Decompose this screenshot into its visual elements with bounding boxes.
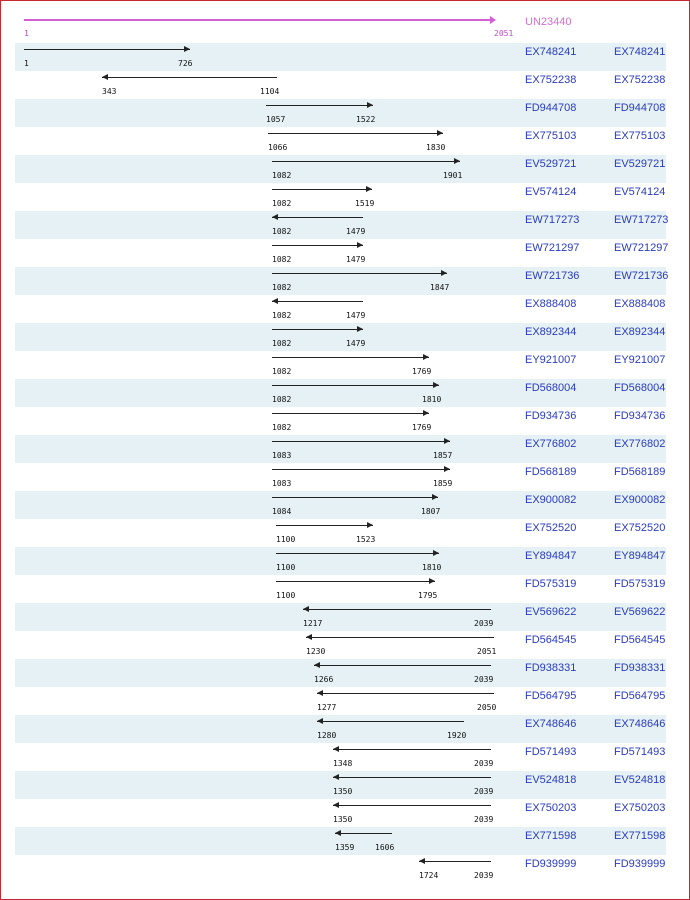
arrow-left-icon [333, 774, 339, 780]
start-position-label: 1082 [272, 311, 292, 320]
accession-link[interactable]: EV524818 [525, 774, 577, 786]
accession-link-secondary[interactable]: FD564795 [614, 690, 666, 702]
start-position-label: 1082 [272, 367, 292, 376]
reference-id-link[interactable]: UN23440 [525, 16, 572, 28]
arrow-left-icon [333, 802, 339, 808]
accession-link[interactable]: EX888408 [525, 298, 577, 310]
arrow-right-icon [423, 410, 429, 416]
start-position-label: 1082 [272, 339, 292, 348]
accession-link-secondary[interactable]: EX748646 [614, 718, 666, 730]
start-position-label: 1082 [272, 423, 292, 432]
accession-link-secondary[interactable]: EX752238 [614, 74, 666, 86]
accession-link-secondary[interactable]: FD568004 [614, 382, 666, 394]
alignment-line [276, 553, 439, 554]
reference-arrowhead [490, 16, 496, 24]
start-position-label: 1724 [419, 871, 439, 880]
alignment-line [317, 693, 494, 694]
arrow-left-icon [303, 606, 309, 612]
accession-link-secondary[interactable]: EY921007 [614, 354, 666, 366]
accession-link-secondary[interactable]: EV574124 [614, 186, 666, 198]
arrow-right-icon [423, 354, 429, 360]
start-position-label: 1082 [272, 171, 292, 180]
accession-link[interactable]: EX900082 [525, 494, 577, 506]
start-position-label: 1350 [333, 815, 353, 824]
accession-link[interactable]: EX775103 [525, 130, 577, 142]
accession-link[interactable]: EX752238 [525, 74, 577, 86]
start-position-label: 1082 [272, 227, 292, 236]
alignment-line [303, 609, 491, 610]
accession-link-secondary[interactable]: EV524818 [614, 774, 666, 786]
arrow-right-icon [444, 438, 450, 444]
start-position-label: 1083 [272, 451, 292, 460]
start-position-label: 1266 [314, 675, 334, 684]
start-position-label: 1057 [266, 115, 286, 124]
accession-link-secondary[interactable]: EV529721 [614, 158, 666, 170]
start-position-label: 1082 [272, 283, 292, 292]
accession-link-secondary[interactable]: EW717273 [614, 214, 669, 226]
arrow-right-icon [433, 550, 439, 556]
end-position-label: 2039 [474, 759, 494, 768]
start-position-label: 1083 [272, 479, 292, 488]
alignment-line [419, 861, 491, 862]
accession-link[interactable]: EX752520 [525, 522, 577, 534]
arrow-right-icon [437, 130, 443, 136]
arrow-left-icon [317, 690, 323, 696]
alignment-line [314, 665, 491, 666]
start-position-label: 1082 [272, 395, 292, 404]
accession-link[interactable]: FD939999 [525, 858, 577, 870]
arrow-left-icon [317, 718, 323, 724]
end-position-label: 2039 [474, 787, 494, 796]
accession-link[interactable]: EY921007 [525, 354, 577, 366]
accession-link[interactable]: EX771598 [525, 830, 577, 842]
end-position-label: 2039 [474, 815, 494, 824]
accession-link-secondary[interactable]: EY894847 [614, 550, 666, 562]
arrow-right-icon [367, 522, 373, 528]
end-position-label: 1479 [346, 311, 366, 320]
end-position-label: 726 [178, 59, 193, 68]
alignment-line [266, 105, 373, 106]
end-position-label: 2039 [474, 619, 494, 628]
end-position-label: 1479 [346, 339, 366, 348]
alignment-line [276, 581, 435, 582]
accession-link-secondary[interactable]: EX776802 [614, 438, 666, 450]
alignment-line [333, 777, 491, 778]
accession-link[interactable]: EV574124 [525, 186, 577, 198]
start-position-label: 1359 [335, 843, 355, 852]
end-position-label: 2039 [474, 675, 494, 684]
end-position-label: 1769 [412, 367, 432, 376]
alignment-line [272, 245, 363, 246]
start-position-label: 1217 [303, 619, 323, 628]
start-position-label: 1 [24, 59, 29, 68]
accession-link[interactable]: EW717273 [525, 214, 580, 226]
accession-link[interactable]: EV529721 [525, 158, 577, 170]
alignment-line [317, 721, 464, 722]
accession-link-secondary[interactable]: EX775103 [614, 130, 666, 142]
arrow-left-icon [102, 74, 108, 80]
accession-link-secondary[interactable]: FD568189 [614, 466, 666, 478]
end-position-label: 1810 [422, 395, 442, 404]
arrow-left-icon [333, 746, 339, 752]
accession-link-secondary[interactable]: EX748241 [614, 46, 666, 58]
accession-link-secondary[interactable]: EW721736 [614, 270, 669, 282]
accession-link[interactable]: EX750203 [525, 802, 577, 814]
end-position-label: 2039 [474, 871, 494, 880]
arrow-right-icon [357, 242, 363, 248]
arrow-right-icon [454, 158, 460, 164]
accession-link[interactable]: EX892344 [525, 326, 577, 338]
accession-link[interactable]: EX776802 [525, 438, 577, 450]
arrow-right-icon [366, 186, 372, 192]
arrow-right-icon [429, 578, 435, 584]
alignment-line [306, 637, 494, 638]
alignment-line [335, 833, 392, 834]
end-position-label: 1920 [447, 731, 467, 740]
accession-link-secondary[interactable]: FD575319 [614, 578, 666, 590]
alignment-line [272, 413, 429, 414]
arrow-right-icon [432, 494, 438, 500]
accession-link-secondary[interactable]: EX900082 [614, 494, 666, 506]
start-position-label: 1082 [272, 255, 292, 264]
accession-link[interactable]: FD568004 [525, 382, 577, 394]
arrow-left-icon [314, 662, 320, 668]
alignment-line [272, 441, 450, 442]
accession-link-secondary[interactable]: FD939999 [614, 858, 666, 870]
accession-link-secondary[interactable]: EV569622 [614, 606, 666, 618]
end-position-label: 1901 [443, 171, 463, 180]
start-position-label: 1100 [276, 563, 296, 572]
end-position-label: 1857 [433, 451, 453, 460]
start-position-label: 1082 [272, 199, 292, 208]
alignment-line [272, 385, 439, 386]
alignment-line [333, 805, 491, 806]
arrow-left-icon [335, 830, 341, 836]
arrow-right-icon [433, 382, 439, 388]
alignment-line [272, 217, 363, 218]
accession-link[interactable]: FD934736 [525, 410, 577, 422]
start-position-label: 343 [102, 87, 117, 96]
start-position-label: 1350 [333, 787, 353, 796]
accession-link[interactable]: FD575319 [525, 578, 577, 590]
end-position-label: 1769 [412, 423, 432, 432]
alignment-line [333, 749, 491, 750]
alignment-line [272, 469, 450, 470]
accession-link-secondary[interactable]: EX771598 [614, 830, 666, 842]
accession-link-secondary[interactable]: EW721297 [614, 242, 669, 254]
end-position-label: 1479 [346, 227, 366, 236]
start-position-label: 1100 [276, 591, 296, 600]
start-position-label: 1230 [306, 647, 326, 656]
arrow-left-icon [272, 298, 278, 304]
end-position-label: 1479 [346, 255, 366, 264]
end-position-label: 2050 [477, 703, 497, 712]
end-position-label: 1523 [356, 535, 376, 544]
accession-link[interactable]: EV569622 [525, 606, 577, 618]
alignment-line [272, 161, 460, 162]
arrow-right-icon [184, 46, 190, 52]
start-position-label: 1066 [268, 143, 288, 152]
reference-start-label: 1 [24, 29, 29, 38]
start-position-label: 1277 [317, 703, 337, 712]
accession-link-secondary[interactable]: EX892344 [614, 326, 666, 338]
end-position-label: 1810 [422, 563, 442, 572]
arrow-right-icon [444, 466, 450, 472]
accession-link-secondary[interactable]: EX888408 [614, 298, 666, 310]
accession-link-secondary[interactable]: FD564545 [614, 634, 666, 646]
end-position-label: 1519 [355, 199, 375, 208]
accession-link-secondary[interactable]: FD938331 [614, 662, 666, 674]
accession-link-secondary[interactable]: EX752520 [614, 522, 666, 534]
end-position-label: 1522 [356, 115, 376, 124]
accession-link[interactable]: EY894847 [525, 550, 577, 562]
arrow-left-icon [306, 634, 312, 640]
accession-link-secondary[interactable]: FD571493 [614, 746, 666, 758]
arrow-right-icon [441, 270, 447, 276]
start-position-label: 1084 [272, 507, 292, 516]
arrow-left-icon [272, 214, 278, 220]
accession-link[interactable]: FD564545 [525, 634, 577, 646]
start-position-label: 1348 [333, 759, 353, 768]
alignment-line [276, 525, 373, 526]
alignment-line [24, 49, 190, 50]
accession-link[interactable]: EX748241 [525, 46, 577, 58]
alignment-line [272, 497, 438, 498]
accession-link-secondary[interactable]: FD934736 [614, 410, 666, 422]
accession-link[interactable]: EW721297 [525, 242, 580, 254]
arrow-left-icon [419, 858, 425, 864]
arrow-right-icon [367, 102, 373, 108]
alignment-line [272, 329, 363, 330]
start-position-label: 1280 [317, 731, 337, 740]
end-position-label: 1830 [426, 143, 446, 152]
end-position-label: 1859 [433, 479, 453, 488]
accession-link[interactable]: FD564795 [525, 690, 577, 702]
end-position-label: 1807 [421, 507, 441, 516]
arrow-right-icon [357, 326, 363, 332]
accession-link[interactable]: EX748646 [525, 718, 577, 730]
reference-end-label: 2051 [494, 29, 514, 38]
accession-link[interactable]: EW721736 [525, 270, 580, 282]
alignment-line [268, 133, 443, 134]
alignment-line [272, 301, 363, 302]
accession-link[interactable]: FD938331 [525, 662, 577, 674]
accession-link[interactable]: FD944708 [525, 102, 577, 114]
accession-link-secondary[interactable]: EX750203 [614, 802, 666, 814]
end-position-label: 1795 [418, 591, 438, 600]
end-position-label: 1104 [260, 87, 280, 96]
accession-link-secondary[interactable]: FD944708 [614, 102, 666, 114]
end-position-label: 2051 [477, 647, 497, 656]
reference-line [24, 19, 494, 21]
alignment-line [272, 273, 447, 274]
alignment-line [102, 77, 277, 78]
accession-link[interactable]: FD568189 [525, 466, 577, 478]
end-position-label: 1606 [375, 843, 395, 852]
alignment-line [272, 357, 429, 358]
alignment-line [272, 189, 372, 190]
accession-link[interactable]: FD571493 [525, 746, 577, 758]
start-position-label: 1100 [276, 535, 296, 544]
end-position-label: 1847 [430, 283, 450, 292]
